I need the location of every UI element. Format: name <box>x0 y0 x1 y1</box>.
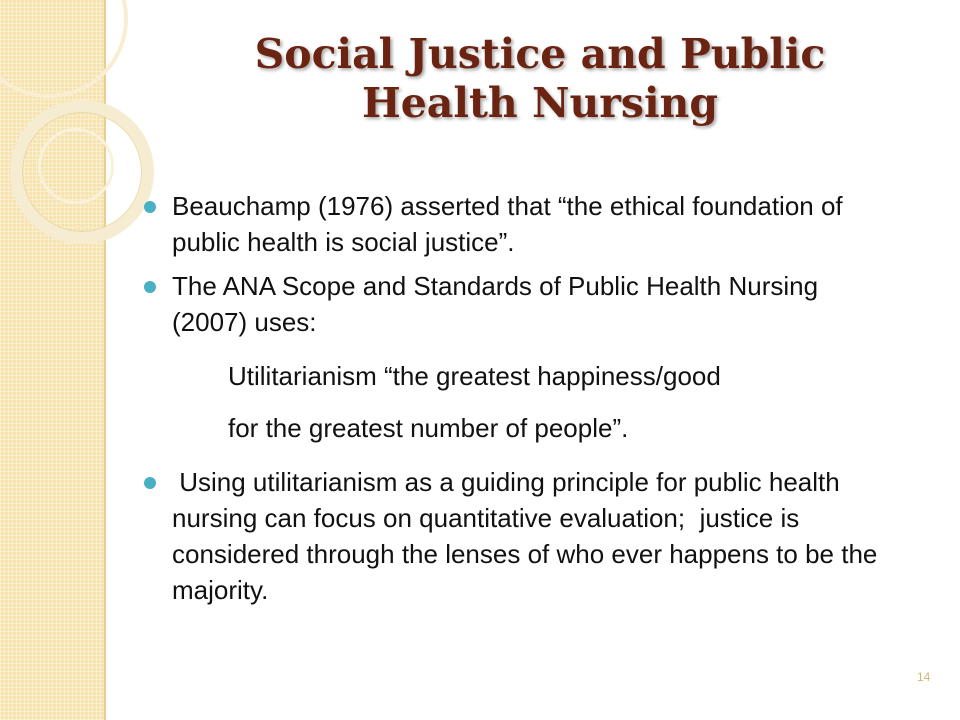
indented-text: Utilitarianism “the greatest happiness/good <box>228 361 721 391</box>
decorative-ring <box>0 0 128 98</box>
page-number: 14 <box>917 670 931 684</box>
bullet-dot-icon <box>144 281 156 293</box>
bullet-dot-icon <box>144 477 156 489</box>
indented-line <box>140 410 900 446</box>
bullet-item <box>140 188 900 260</box>
bullet-item <box>140 464 900 608</box>
decorative-side-band <box>0 0 106 720</box>
indented-line <box>140 358 900 394</box>
bullet-dot-icon <box>144 201 156 213</box>
bullet-item <box>140 268 900 340</box>
bullet-text: Beauchamp (1976) asserted that “the ethical foundation of public health is social justice”. <box>172 191 843 257</box>
indented-text: for the greatest number of people”. <box>228 413 629 443</box>
bullet-list <box>140 188 900 616</box>
bullet-text: Using utilitarianism as a guiding principle for public health nursing can focus on quantitative evaluation; justice is considered through the lenses of who ever happens to be the majority. <box>172 467 885 605</box>
title-line-2: Health Nursing <box>361 79 718 127</box>
title-line-1: Social Justice and Public <box>254 30 826 78</box>
slide-title <box>140 30 940 128</box>
bullet-text: The ANA Scope and Standards of Public Health Nursing (2007) uses: <box>172 271 819 337</box>
decorative-ring <box>38 128 114 204</box>
